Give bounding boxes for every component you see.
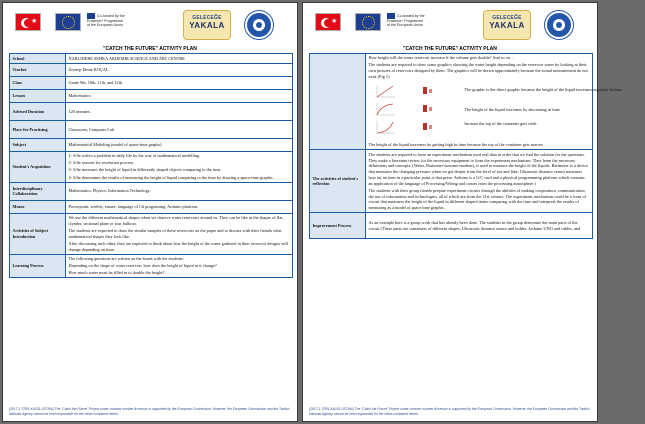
row-value — [66, 77, 293, 90]
row-value — [66, 254, 293, 278]
row-value — [66, 152, 293, 183]
paragraph: Zeynep Deniz KOÇAL — [68, 67, 109, 73]
table-row — [10, 54, 293, 64]
paragraph: 4- S/he determines the results of measuring the height of liquid comparing to the time by drawing a space-time graphic. — [68, 174, 274, 180]
disclaimer-footer: (2017-1-TR01-KA101-037364) The "Catch the Future" Project under contract number Accessor is supported by the European Commission. However, the European Commission and the Turkish National Agency cannot be held responsible for the views contained herein. — [9, 407, 290, 417]
row-label: Learning Process — [10, 254, 66, 278]
table-row — [10, 254, 293, 278]
document-page-left — [2, 2, 298, 422]
graph-thumbnails — [369, 81, 461, 141]
table-row — [10, 139, 293, 152]
project-brand-logo: GELECEĞE YAKALA — [183, 10, 231, 40]
school-seal-icon — [545, 11, 573, 39]
document-page-right — [302, 2, 623, 422]
row-value — [66, 139, 293, 152]
activity-plan-table-continued — [309, 53, 623, 239]
figure-caption: The height of the liquid increases by decreasing in time — [464, 107, 560, 113]
row-value — [366, 150, 593, 213]
row-label: The activities of student's reflection — [310, 150, 366, 213]
disclaimer-footer: (2017-1-TR01-KA101-037364) The "Catch the Future" Project under contract number Accessor is supported by the European Commission. However, the European Commission and the Turkish National Agency cannot be held responsible for the views contained herein. — [309, 407, 590, 417]
paragraph: Classroom, Computer Lab. — [68, 126, 116, 132]
figure-caption: The graphic is the direct graphic because the height of the liquid increases regularly in time. — [464, 87, 623, 93]
erasmus-cofund-logo: Co-funded by the Erasmus+ Programme of the European Union — [387, 13, 425, 28]
paragraph: 3- S/he measures the height of liquid in differently shaped objects comparing to the time. — [68, 167, 222, 173]
logo-strip — [303, 9, 597, 43]
paragraph: Depending on the shape of water reservoir, how does the height of liquid in it change? — [68, 263, 217, 269]
document-title: "CATCH THE FUTURE" ACTIVITY PLAN — [103, 46, 197, 52]
table-row — [10, 152, 293, 183]
table-row — [310, 213, 593, 239]
table-row — [10, 182, 293, 200]
paragraph: We use the different mathematical shapes when we observe water reservoirs around us. They can be like in the shapes of flat, clynder, sectional plane or tour balloon. — [68, 214, 284, 226]
document-title: "CATCH THE FUTURE" ACTIVITY PLAN — [403, 46, 497, 52]
paragraph: Grade 9th, 10th, 11th, and 12th. — [68, 80, 124, 86]
project-brand-logo: GELECEĞE YAKALA — [483, 10, 531, 40]
table-row — [10, 90, 293, 103]
paragraph: The height of the liquid increases by getting high in time because the top of the container gets narrow. — [368, 142, 544, 148]
table-row — [10, 64, 293, 77]
row-label: Activities of Subject Introduction — [10, 213, 66, 254]
row-label: Means — [10, 200, 66, 213]
school-seal-icon — [245, 11, 273, 39]
row-label: Teacher — [10, 64, 66, 77]
table-row — [310, 150, 593, 213]
paragraph: The students with their group friends prepare experiment circuits through the abilities of making cooperation, communication, the use of information and technologies, all of which are from the 21st century. The experiment mechanism could be a form of circuit that measures the height of the liquid in different shaped items comparing with the time and interprets the results of measuring as a model of space time graphic. — [368, 187, 586, 211]
eu-flag-icon — [355, 13, 381, 31]
turkey-flag-icon: ★ — [315, 13, 341, 31]
row-label: Advised Duration — [10, 103, 66, 121]
paragraph: Mathematical Modeling (model of space-time graphs) — [68, 142, 162, 148]
erasmus-cofund-logo: Co-funded by the Erasmus+ Programme of the European Union — [87, 13, 125, 28]
paragraph: NARLIDERE SEHKA AKDEMIR SCIENCE AND ART CENTRE — [68, 55, 185, 61]
figure-caption: because the top of the container gets wide. — [464, 121, 538, 127]
turkey-flag-icon: ★ — [15, 13, 41, 31]
row-value — [66, 182, 293, 200]
paragraph: 2- S/he reasons for resolution process. — [68, 160, 135, 166]
row-value — [66, 121, 293, 139]
figure-1 — [369, 81, 623, 141]
table-row — [310, 54, 593, 150]
row-value — [66, 54, 293, 64]
table-row — [10, 213, 293, 254]
row-label: Improvement Process — [310, 213, 366, 239]
paragraph: Mathematics — [68, 93, 91, 99]
row-label — [310, 54, 366, 150]
row-label: Lesson — [10, 90, 66, 103]
paragraph: As an example here is a group work that has already been done. The students in the group determine the main parts of the circuit (These parts are containers of different shapes, Ultrasonic distance sensor and holder, Arduino UNO and cables, and — [368, 220, 581, 231]
row-label: Class — [10, 77, 66, 90]
paragraph: The students are expected to draw the similar samples of these reservoirs on the paper and to discuss with their friends what mathematical shapes they look like. — [68, 227, 282, 239]
paragraph: After discussing each other, they are expected to think about how the height of the water gathered in their reservoir designs will change depending on time. — [68, 240, 288, 252]
table-row — [10, 200, 293, 213]
row-value — [66, 90, 293, 103]
row-value — [66, 103, 293, 121]
activity-plan-table — [9, 53, 293, 278]
row-value — [66, 213, 293, 254]
logo-strip — [3, 9, 297, 43]
table-row — [10, 121, 293, 139]
table-row — [10, 77, 293, 90]
paragraph: The students are required to draw some graphics showing the water height depending on the reservoir water by looking at their own pictures of reservoirs designed by them. The graphics will be drawn approximately because the actual measurement do not exist (Fig 1) — [368, 62, 588, 79]
row-label: Interdisciplinary Collaboration — [10, 182, 66, 200]
table-row — [10, 103, 293, 121]
paragraph: The following questions are written on the board with the students: — [68, 255, 184, 261]
row-value — [366, 54, 623, 150]
row-value — [66, 64, 293, 77]
row-label: Subject — [10, 139, 66, 152]
row-label: Student's Acquisition — [10, 152, 66, 183]
row-value — [66, 200, 293, 213]
row-label: School — [10, 54, 66, 64]
paragraph: Mathematics, Physics, Information Technology. — [68, 188, 151, 194]
row-value — [366, 213, 593, 239]
paragraph: 120 minutes. — [68, 108, 91, 114]
paragraph: The students are required to form an experiment mechanism used real data in order that we find the solution for the questions. They make a literature review for the necessary equipment to form the experiment mechanism. They learn the necessary definitions and concepts. (Water, Barimeter-sonomo-modem), is used to measure the height of the liquids. Barimeter is a device that measures the changing pressure when we get deeper from the level of sea and lake. Ultrasonic distance sensor measures how far an item in a particular point is that point. Arduino is a G/C card and a physical programming platform which contains an application of the language of Processing/Wiring and comes from the processing atmosphere.) — [368, 151, 589, 186]
eu-flag-icon — [55, 13, 81, 31]
row-label: Place for Practising — [10, 121, 66, 139]
paragraph: Powerpoint, weebly, emaze, language of C# programing, Arduino platform. — [68, 203, 199, 209]
paragraph: 1- S/he solves a problem in daily life by the way of mathematical modelling. — [68, 153, 201, 159]
paragraph: How much water must be filled in to double the height? — [68, 270, 165, 276]
paragraph: How height will the water reservoir increase if the volume gets double? And so on… — [368, 55, 515, 61]
